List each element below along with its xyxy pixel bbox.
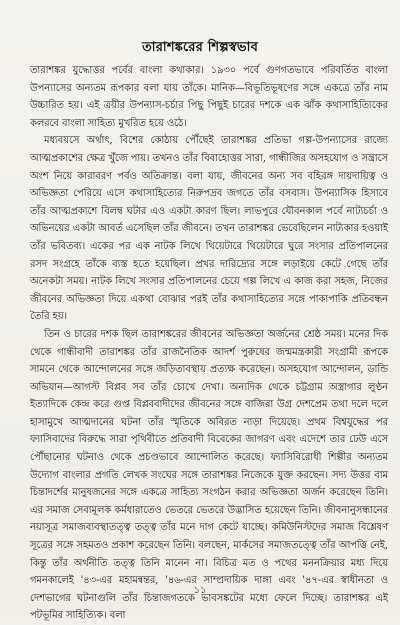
title-wrap [0, 36, 400, 59]
paragraph-3: তিন ও চারের দশক ছিল তারাশঙ্করের জীবনের অভিজ্ঞতা অর্জনের শ্রেষ্ঠ সময়। মনের দিক থেকে গান্ধীবাদী তারাশঙ্কর তাঁর রাজনৈতিক আদর্শ পুরুষের জন্মমন্ত্রকারী সংগ্রামী রূপকে সামনে থেকে আন্দোলনের সঙ্গে জড়িতাবস্থায় প্রত্যক্ষ করেছেন। অসহযোগ আন্দোলন, ডান্ডি অভিযান—আগস্ট বিপ্লব সব তাঁর চোখে দেখা। অন্যদিক থেকে চট্টগ্রাম অস্ত্রাগার লুণ্ঠন ইত্যাদিকে কেন্দ্র করে গুপ্ত বিপ্লববাদীদের জীবনের সঙ্গে বাজিরা উগ্র দেশপ্রেম তথা দলে দলে হাসামুখে আত্মদানের ঘটনা তাঁর স্মৃতিকে অবিরত নাড়া দিয়েছে। প্রথম বিশ্বযুদ্ধের পর ফ্যাসিবাদের বিরুদ্ধে সারা পৃথিবীতে প্রতিবাদী বিবেকের জাগরণ এবং এদেশে তার ঢেউ এসে পৌঁছানোর ঘটনাও থেকে প্রচণ্ডভাবে আন্দোলিত করেছে। ফ্যাসিবিরোধী শিল্পীর অন্যতম উদ্যোগ বাংলার প্রগতি লেখক সংঘের সঙ্গে তারাশঙ্কর নিজেকে যুক্ত করছেন। সদ্য উত্তর বাম চিন্তাদর্শের মানুষজনের সঙ্গে একত্রে সাহিত্য সংগঠন করার অভিজ্ঞতা অর্জন করেছেন তিনি। এর সমাজ সেবামূলক কর্মধারাতেও ভেতরে ভেতরে উদ্ভাসিত হয়েছেন তিনি। জীবনানুসন্ধানের নয়াসূত্র সমাজব্যবস্থাতত্ত্ব তত্ত্ব তাঁর মনে দাগ কেটে যাচ্ছে। কমিউনিস্টদের সমাজ বিশ্লেষণ সূত্রের সঙ্গে সহমতও প্রকাশ করেছেন তিনি। বলছেন, মার্কসের সমাজতত্ত্বে তাঁর আপত্তি নেই, কিন্তু তাঁর অর্থনীতি তত্ত্ব তিনি মানেন না। বিচিত্র মত ও পথের মননক্রিয়ার মধ্য দিয়ে গমনকালেই '৪৩-এর মহামন্বন্তর, '৪৬-এর সাম্প্রদায়িক দাঙ্গা এবং '৪৭-এর স্বাধীনতা ও দেশভাগের ঘটনাগুলি তাঁর চিন্তাজগতকে ভাবসঙ্কটের মধ্যে ফেলে দিচ্ছে। তারাশঙ্কর এই পটভূমির সাহিত্যিক। বলা [30, 328, 388, 622]
paragraph-2: মধ্যবয়সে অর্থাৎ, বিশের কোঠায় পৌঁছেই তারাশঙ্কর প্রতিভা গল্প-উপন্যাসের রাজ্যে আত্মপ্রকাশের ক্ষেত্র খুঁজে পায়। তখনও তাঁর বিবাহোত্তর সারা, গান্ধীজির অসহযোগ ও সন্ত্রাসে অংশ নিয়ে কারাবরণ পর্বও অতিক্রান্ত। বলা যায়, জীবনের অন্য সব বহিরঙ্গ দায়দায়িত্ব ও অভিজ্ঞতা পেরিয়ে এসে কথাসাহিত্যের নিরুপদ্রব জগতে তাঁর বসবাস। উপন্যাসিক হিসাবে তাঁর আত্মপ্রকাশে বিলম্ব ঘটার এও একটা কারণ ছিল। লাভপুরে যৌবনকাল পর্বে নাট্যচর্চা ও অভিনয়ের একটা আবর্ত এসেছিল তাঁর জীবনে। তখন তারাশঙ্কর ভেবেছিলেন নাট্যকার হওয়াই তাঁর ভবিতব্য। একের পর এক নাটক লিখে থিয়েটারে থিয়েটারে ঘুরে সংসার প্রতিপালনের রসদ সংগ্রহে তাঁকে ব্যস্ত হতে হয়েছিল। প্রখর দারিদ্র্যের সঙ্গে লড়াইয়ে কেটে গেছে তাঁর অনেকটা সময়। নাটক লিখে সংসার প্রতিপালনের চেয়ে গল্প লিখে এ কাজ করা সহজ, নিজের জীবনের অভিজ্ঞতা দিয়ে একথা বোঝার পরই তাঁর কথাসাহিত্যের সঙ্গে পাকাপাকি প্রতিবন্ধন তৈরি হয়। [30, 135, 388, 323]
body-text [30, 62, 388, 625]
page-title: তারাশঙ্করের শিল্পস্বভাব [141, 40, 258, 55]
page-number: ১১ [193, 585, 207, 596]
paragraph-1: তারাশঙ্কর যুদ্ধোত্তর পর্বের বাংলা কথাকার। ১৯৩০ পর্বে গুণগতভাবে পরিবর্তিত বাংলা উপন্যাসের অন্যতম রূপকার বলা যায় তাঁকে। মানিক—বিভূতিভূষণের সঙ্গে একত্রে তাঁর নাম উচ্চারিত হয়। এই ত্রয়ীর উপন্যাস-চর্চার পিছু পিছুই চারের দশকে এক ঝাঁক কথাসাহিত্যিকের কলরবে বাংলা সাহিত্য মুখরিত হয়ে ওঠে। [30, 65, 388, 129]
